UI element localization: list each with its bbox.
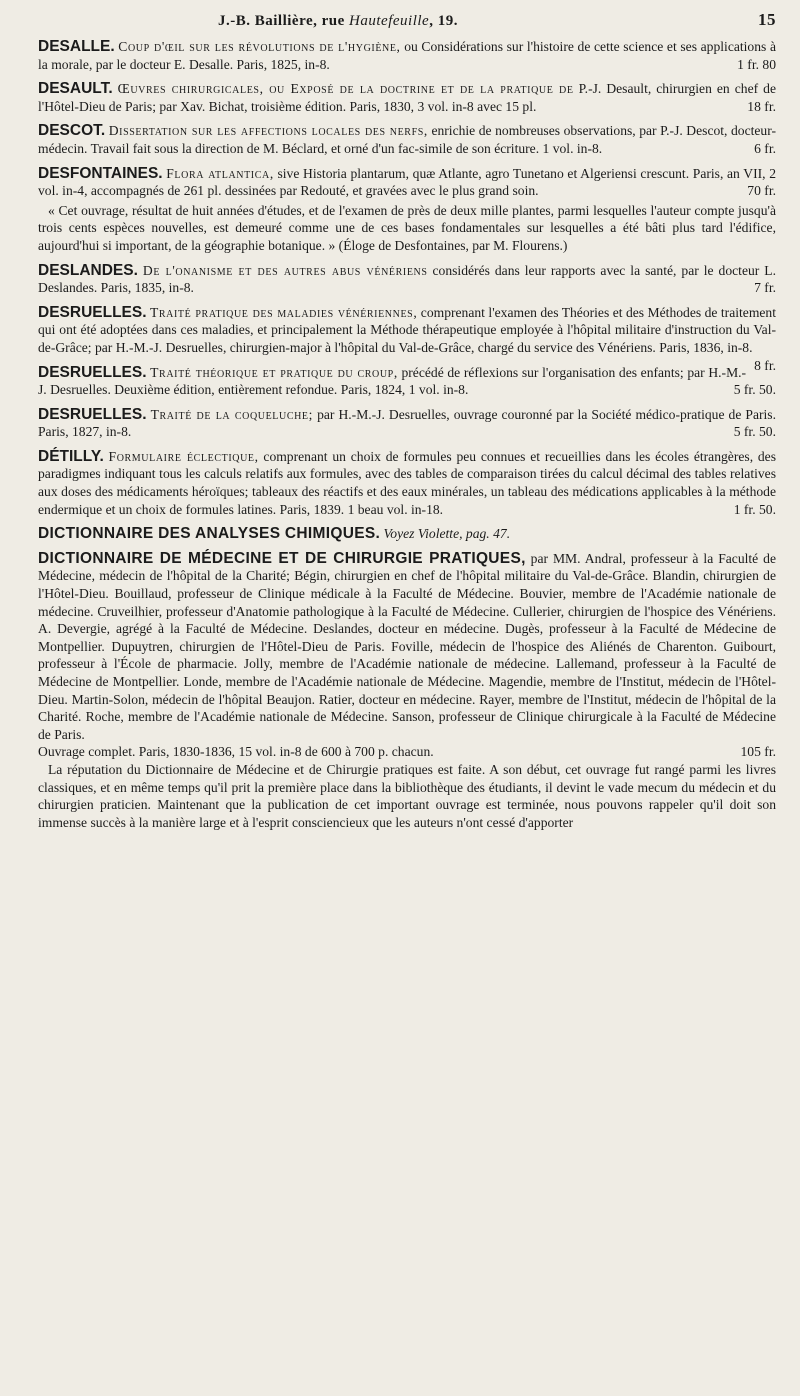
entry-text: comprenant l'examen des Théories et des Méthodes de traitement qui ont été adoptées dans ces maladies, et principalement la Méthode thérapeutique employée à l'hôpital militaire d'instruction du Val-de-Grâce; par H.-M.-J. Desruelles, chirurgien-major à l'hôpital du Val-de-Grâce, chargé du service des Vénériens. Paris, 1836, in-8. bbox=[38, 304, 777, 355]
entry-text: comprenant un choix de formules peu connues et recueillies dans les écoles étrangères, des paradigmes indiquant tous les calculs relatifs aux formules, avec des tables de comparaison tirées du calcul décimal des tables relatives aux doses des médicaments héroïques; tableaux des réactifs et des eaux minérales, un tableau des médications applicables à la méthode endermique et un choix de formules latines. Paris, 1839. 1 beau vol. in-18. bbox=[38, 448, 777, 517]
catalogue-entry bbox=[38, 448, 776, 518]
entry-head: DESAULT. bbox=[38, 80, 113, 98]
entry-head: DESRUELLES. bbox=[38, 303, 147, 321]
entry-subtitle: Coup d'œil sur les révolutions de l'hygiène, bbox=[118, 39, 401, 54]
entry-subtitle: Traité pratique des maladies vénériennes, bbox=[149, 304, 418, 320]
entry-dictionnaire-medecine bbox=[38, 550, 776, 744]
publisher-line bbox=[218, 13, 458, 30]
catalogue-entry bbox=[38, 364, 776, 399]
entry-price: 8 fr. bbox=[754, 357, 776, 373]
entry-text: précédé de réflexions sur l'organisation des enfants; par H.-M.-J. Desruelles. Deuxième édition, entièrement refondue. Paris, 1824, 1 vol. in-8. bbox=[38, 364, 747, 398]
entry-head: DICTIONNAIRE DES ANALYSES CHIMIQUES. bbox=[38, 525, 381, 543]
entry-text: par MM. Andral, professeur à la Faculté de Médecine, médecin de l'hôpital de la Charité; Bégin, chirurgien en chef de l'hôpital militaire du Val-de-Grâce. Blandin, chirurgien de l'Hôtel-Dieu. Bouillaud, professeur de Clinique médicale à la Faculté de Médecine. Bouvier, membre de l'Académie nationale de médecine. Cruveilhier, professeur d'Anatomie pathologique à la Faculté de Médecine. Cullerier, chirurgien de l'hospice des Vénériens. A. Devergie, agrégé à la Faculté de Médecine. Deslandes, docteur en médecine. Dugès, professeur à la Faculté de Médecine de Montpellier. Dupuytren, chirurgien de l'Hôtel-Dieu de Paris. Foville, médecin de l'hospice des Aliénés de Charenton. Guibourt, professeur à l'École de pharmacie. Jolly, membre de l'Académie nationale de médecine. Lallemand, professeur à la Faculté de Médecine de Montpellier. Londe, membre de l'Académie nationale de Médecine. Magendie, membre de l'Institut, médecin de l'Hôtel-Dieu. Martin-Solon, médecin de l'hôpital Beaujon. Ratier, docteur en médecine. Rayer, membre de l'Institut, médecin de l'hôpital de la Charité. Roche, membre de l'Académie nationale de Médecine. Sanson, professeur de Clinique chirurgicale à la Faculté de Médecine de Paris. bbox=[38, 550, 776, 742]
complete-edition bbox=[38, 743, 776, 761]
entry-price: 5 fr. 50. bbox=[733, 382, 776, 398]
entry-head: DESRUELLES. bbox=[38, 363, 147, 381]
entry-text: enrichie de nombreuses observations, par P.-J. Descot, docteur-médecin. Travail fait sous la direction de M. Béclard, et orné d'un fac-simile de son écriture. 1 vol. in-8. bbox=[38, 123, 776, 156]
catalogue-entry bbox=[38, 38, 776, 73]
entry-price: 5 fr. 50. bbox=[733, 424, 776, 440]
entry-subtitle: De l'onanisme et des autres abus vénériens bbox=[142, 262, 428, 278]
entry-text: considérés dans leur rapports avec la santé, par le docteur L. Deslandes. Paris, 1835, in-8. bbox=[38, 262, 777, 296]
complete-edition-text: Ouvrage complet. Paris, 1830-1836, 15 vol. in-8 de 600 à 700 p. chacun. bbox=[38, 744, 434, 760]
closing-paragraph: La réputation du Dictionnaire de Médecine et de Chirurgie pratiques est faite. A son début, cet ouvrage fut rangé parmi les livres classiques, et en même temps qu'il prit la première place dans la bibliothèque des étudiants, il devint le vade mecum du médecin et du chirurgien praticien. Maintenant que la publication de cet important ouvrage est terminée, nous pouvons rappeler qu'il doit son immense succès à la manière large et à l'esprit consciencieux que les auteurs n'ont cessé d'apporter bbox=[38, 761, 776, 830]
publisher-name: J.-B. Baillière, rue bbox=[218, 13, 345, 29]
entry-price: 18 fr. bbox=[747, 98, 776, 114]
catalogue-entry bbox=[38, 165, 776, 200]
entry-text: sive Historia plantarum, quæ Atlante, agro Tunetano et Algeriensi crescunt. Paris, an VII, 2 vol. in-4, accompagnés de 261 pl. dessinées par Redouté, et gravées avec le plus grand soin. bbox=[38, 165, 776, 199]
running-head bbox=[38, 10, 776, 30]
entry-price: 6 fr. bbox=[754, 140, 776, 156]
entry-head: DESFONTAINES. bbox=[38, 164, 163, 182]
entry-head: DESALLE. bbox=[38, 38, 115, 55]
entry-head: DÉTILLY. bbox=[38, 447, 104, 465]
entry-text: par H.-M.-J. Desruelles, ouvrage couronné par la Société médico-pratique de Paris. Paris, 1827, in-8. bbox=[38, 406, 776, 440]
entry-price: 70 fr. bbox=[747, 183, 776, 199]
entry-subtitle: Formulaire éclectique, bbox=[108, 448, 259, 464]
page-number: 15 bbox=[758, 10, 776, 29]
entry-subtitle: Traité de la coqueluche; bbox=[150, 406, 314, 422]
publisher-tail: , 19. bbox=[429, 13, 458, 29]
entry-price: 1 fr. 80 bbox=[737, 56, 776, 72]
entry-price: 1 fr. 50. bbox=[733, 501, 776, 517]
entry-price: 7 fr. bbox=[754, 280, 776, 296]
catalogue-entry bbox=[38, 122, 776, 157]
entry-price: 105 fr. bbox=[740, 744, 776, 760]
entry-head: DESRUELLES. bbox=[38, 405, 147, 423]
entry-text: ou Considérations sur l'histoire de cette science et ses applications à la morale, par le docteur E. Desalle. Paris, 1825, in-8. bbox=[38, 39, 776, 72]
entry-dictionnaire-analyses bbox=[38, 525, 776, 543]
catalogue-entry bbox=[38, 262, 776, 297]
entry-subtitle: Dissertation sur les affections locales des nerfs, bbox=[108, 123, 428, 139]
flourens-quote: « Cet ouvrage, résultat de huit années d'études, et de l'examen de près de deux mille plantes, parmi lesquelles l'auteur compte jusqu'à trois cents espèces nouvelles, est demeuré comme une de ces bases fondamentales sur lesquelles a été bâti plus tard l'édifice, aujourd'hui si important, de la géographie botanique. » (Éloge de Desfontaines, par M. Flourens.) bbox=[38, 202, 776, 253]
entry-head: DICTIONNAIRE DE MÉDECINE ET DE CHIRURGIE PRATIQUES, bbox=[38, 549, 526, 567]
catalogue-entry bbox=[38, 406, 776, 441]
entry-text: P.-J. Desault, chirurgien en chef de l'Hôtel-Dieu de Paris; par Xav. Bichat, troisième édition. Paris, 1830, 3 vol. in-8 avec 15 pl. bbox=[38, 81, 776, 114]
entry-subtitle: Œuvres chirurgicales, ou Exposé de la doctrine et de la pratique de bbox=[117, 81, 574, 97]
entry-text: Voyez Violette, pag. 47. bbox=[383, 526, 511, 542]
publisher-street: Hautefeuille bbox=[349, 13, 430, 29]
entry-head: DESCOT. bbox=[38, 122, 106, 140]
entry-subtitle: Flora atlantica, bbox=[166, 165, 274, 181]
entry-subtitle: Traité théorique et pratique du croup, bbox=[150, 364, 398, 380]
entry-head: DESLANDES. bbox=[38, 261, 138, 279]
catalogue-entry bbox=[38, 80, 776, 115]
